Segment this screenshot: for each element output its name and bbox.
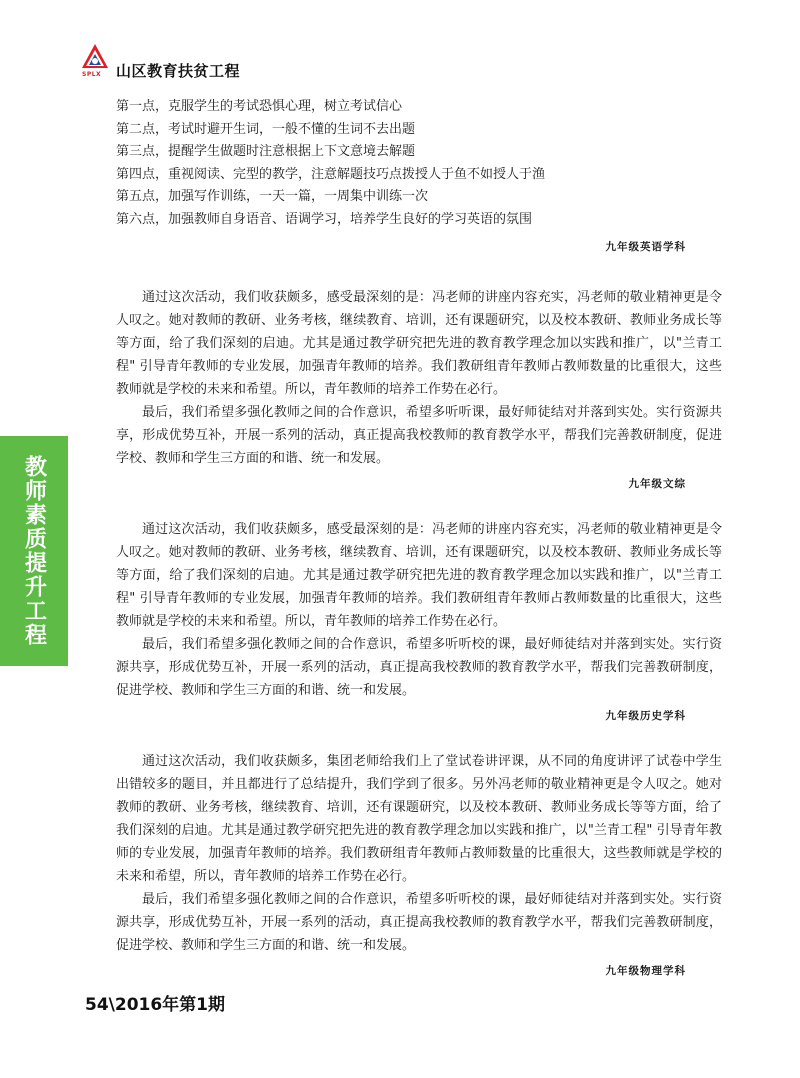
signature-english: 九年级英语学科 bbox=[605, 241, 686, 253]
point-item: 第一点，克服学生的考试恐惧心理，树立考试信心 bbox=[116, 99, 403, 114]
header-title: 山区教育扶贫工程 bbox=[116, 62, 241, 80]
paragraph: 通过这次活动，我们收获颇多，感受最深刻的是：冯老师的讲座内容充实，冯老师的敬业精神更是令人叹之。她对教师的教研、业务考核，继续教育、培训，还有课题研究，以及校本教研、教师业务成长等等方面，给了我们深刻的启迪。尤其是通过教学研究把先进的教育教学理念加以实践和推广，以"兰青工程" 引导青年教师的专业发展，加强青年教师的培养。我们教研组青年教师占教师数量的比重很大，这些教师就是学校的未来和希望。所以，青年教师的培养工作势在必行。 bbox=[116, 522, 722, 629]
point-item: 第三点，提醒学生做题时注意根据上下文意境去解题 bbox=[116, 144, 416, 159]
signature-physics: 九年级物理学科 bbox=[605, 965, 686, 977]
points-list bbox=[116, 96, 722, 257]
paragraph: 最后，我们希望多强化教师之间的合作意识，希望多听听课，最好师徒结对并落到实处。实行资源共享，形成优势互补，开展一系列的活动，真正提高我校教师的教育教学水平，帮我们完善教研制度，促进学校、教师和学生三方面的和谐、统一和发展。 bbox=[116, 405, 722, 466]
point-item: 第六点，加强教师自身语音、语调学习，培养学生良好的学习英语的氛围 bbox=[116, 211, 533, 227]
section-wenzong bbox=[116, 286, 722, 494]
point-item: 第二点，考试时避开生词，一般不懂的生词不去出题 bbox=[116, 121, 416, 137]
signature-wenzong: 九年级文综 bbox=[628, 478, 686, 490]
logo-text: SPLX bbox=[82, 71, 102, 78]
side-tab bbox=[0, 436, 68, 666]
paragraph: 通过这次活动，我们收获颇多，感受最深刻的是：冯老师的讲座内容充实，冯老师的敬业精神更是令人叹之。她对教师的教研、业务考核，继续教育、培训，还有课题研究，以及校本教研、教师业务成长等等方面，给了我们深刻的启迪。尤其是通过教学研究把先进的教育教学理念加以实践和推广，以"兰青工程" 引导青年教师的专业发展，加强青年教师的培养。我们教研组青年教师占教师数量的比重很大，这些教师就是学校的未来和希望。所以，青年教师的培养工作势在必行。 bbox=[116, 290, 722, 397]
paragraph: 通过这次活动，我们收获颇多，集团老师给我们上了堂试卷讲评课，从不同的角度讲评了试卷中学生出错较多的题目，并且都进行了总结提升，我们学到了很多。另外冯老师的敬业精神更是令人叹之。她对教师的教研、业务考核，继续教育、培训，还有课题研究，以及校本教研、教师业务成长等等方面，给了我们深刻的启迪。尤其是通过教学研究把先进的教育教学理念加以实践和推广，以"兰青工程" 引导青年教师的专业发展，加强青年教师的培养。我们教研组青年教师占教师数量的比重很大，这些教师就是学校的未来和希望，所以，青年教师的培养工作势在必行。 bbox=[116, 754, 722, 884]
paragraph: 最后，我们希望多强化教师之间的合作意识，希望多听听校的课，最好师徒结对并落到实处。实行资源共享，形成优势互补，开展一系列的活动，真正提高我校教师的教育教学水平，帮我们完善教研制度，促进学校、教师和学生三方面的和谐、统一和发展。 bbox=[116, 892, 722, 953]
point-item: 第五点，加强写作训练，一天一篇，一周集中训练一次 bbox=[116, 189, 429, 204]
paragraph: 最后，我们希望多强化教师之间的合作意识，希望多听听校的课，最好师徒结对并落到实处。实行资源共享，形成优势互补，开展一系列的活动，真正提高我校教师的教育教学水平，帮我们完善教研制度，促进学校、教师和学生三方面的和谐、统一和发展。 bbox=[116, 637, 722, 698]
side-tab-label: 教师素质提升工程 bbox=[21, 455, 47, 647]
page-footer: 54\2016年第1期 bbox=[85, 995, 226, 1015]
section-history bbox=[116, 518, 722, 726]
section-physics bbox=[116, 750, 722, 981]
signature-history: 九年级历史学科 bbox=[605, 710, 686, 722]
point-item: 第四点，重视阅读、完型的教学，注意解题技巧点拨授人于鱼不如授人于渔 bbox=[116, 166, 546, 182]
